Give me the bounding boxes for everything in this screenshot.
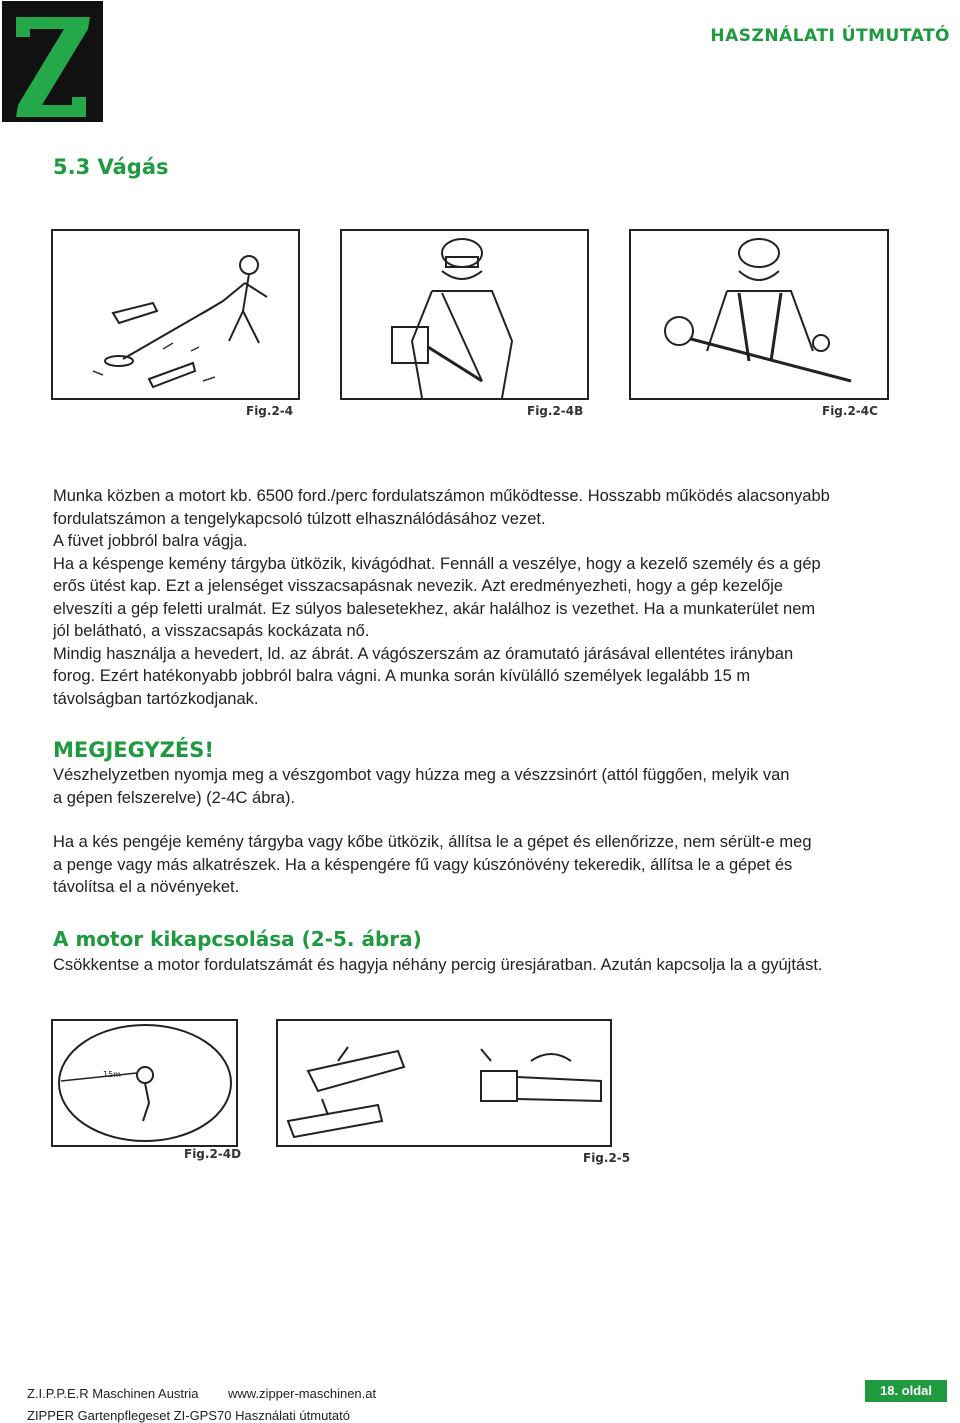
note-line: a gépen felszerelve) (2-4C ábra). <box>53 788 296 807</box>
safety-distance-circle-illustration <box>53 1021 236 1145</box>
body-line: elveszíti a gép feletti uralmát. Ez súlyos balesetekhez, akár halálhoz is vezethet. Ha a munkaterület nem <box>53 599 816 618</box>
section-title: 5.3 Vágás <box>53 155 169 179</box>
figure-2-5-caption: Fig.2-5 <box>583 1151 631 1165</box>
motor-off-text: Csökkentse a motor fordulatszámát és hagyja néhány percig üresjáratban. Azután kapcsolja la a gyújtást. <box>53 956 823 974</box>
blade-paragraph <box>53 831 923 899</box>
body-line: jól belátható, a visszacsapás kockázata nő. <box>53 622 370 640</box>
zipper-z-logo-icon <box>2 1 103 122</box>
note-line: Vészhelyzetben nyomja meg a vészgombot vagy húzza meg a vészzsinórt (attól függően, melyik van <box>53 766 790 784</box>
header-title: HASZNÁLATI ÚTMUTATÓ <box>710 26 950 46</box>
footer-document-title: ZIPPER Gartenpflegeset ZI-GPS70 Használati útmutató <box>27 1408 350 1423</box>
footer-company: Z.I.P.P.E.R Maschinen Austria <box>27 1386 199 1401</box>
figure-2-4c-image <box>629 229 889 400</box>
figure-2-4d-image <box>51 1019 238 1147</box>
body-line: fordulatszámon a tengelykapcsoló túlzott elhasználódásához vezet. <box>53 509 546 528</box>
blade-line: távolítsa el a növényeket. <box>53 878 240 896</box>
distance-label: 15m <box>103 1070 121 1079</box>
zipper-logo <box>2 1 103 122</box>
figure-2-4d-caption: Fig.2-4D <box>184 1147 242 1161</box>
blade-line: a penge vagy más alkatrészek. Ha a késpengére fű vagy kúszónövény tekeredik, állítsa le a gépet és <box>53 855 793 874</box>
ignition-switch-illustration <box>461 1021 610 1145</box>
note-paragraph <box>53 764 923 809</box>
figure-2-4c-caption: Fig.2-4C <box>822 404 878 418</box>
body-line: forog. Ezért hatékonyabb jobbról balra vágni. A munka során kívülálló személyek legalább 15 m <box>53 667 751 685</box>
figure-2-4-caption: Fig.2-4 <box>246 404 294 418</box>
body-line: távolságban tartózkodjanak. <box>53 689 259 708</box>
note-title: MEGJEGYZÉS! <box>53 738 214 762</box>
body-line: Ha a késpenge kemény tárgyba ütközik, kivágódhat. Fennáll a veszélye, hogy a kezelő személy és a gép <box>53 554 821 573</box>
page-number-badge: 18. oldal <box>865 1380 947 1402</box>
motor-off-paragraph <box>53 954 923 977</box>
figure-2-4b-image <box>340 229 589 400</box>
figure-2-4b-caption: Fig.2-4B <box>527 404 584 418</box>
figure-2-5b-image <box>461 1019 612 1147</box>
operator-harness-front-illustration <box>342 231 587 398</box>
body-line: Mindig használja a hevedert, ld. az ábrát. A vágószerszám az óramutató járásával ellentétes irányban <box>53 644 794 663</box>
body-line: erős ütést kap. Ezt a jelenséget visszacsapásnak nevezik. Azt eredményezheti, hogy a gép kezelője <box>53 577 784 595</box>
operator-shoulder-harness-illustration <box>631 231 887 398</box>
body-paragraph <box>53 485 923 710</box>
mowing-operator-illustration <box>53 231 298 398</box>
footer-website-link[interactable]: www.zipper-maschinen.at <box>228 1386 377 1401</box>
body-line: Munka közben a motort kb. 6500 ford./perc fordulatszámon működtesse. Hosszabb működés alacsonyabb <box>53 487 830 505</box>
motor-off-heading: A motor kikapcsolása (2-5. ábra) <box>53 927 422 951</box>
figure-2-4-image <box>51 229 300 400</box>
blade-line: Ha a kés pengéje kemény tárgyba vagy kőbe ütközik, állítsa le a gépet és ellenőrizze, nem sérült-e meg <box>53 833 812 851</box>
body-line: A füvet jobbról balra vágja. <box>53 532 248 550</box>
